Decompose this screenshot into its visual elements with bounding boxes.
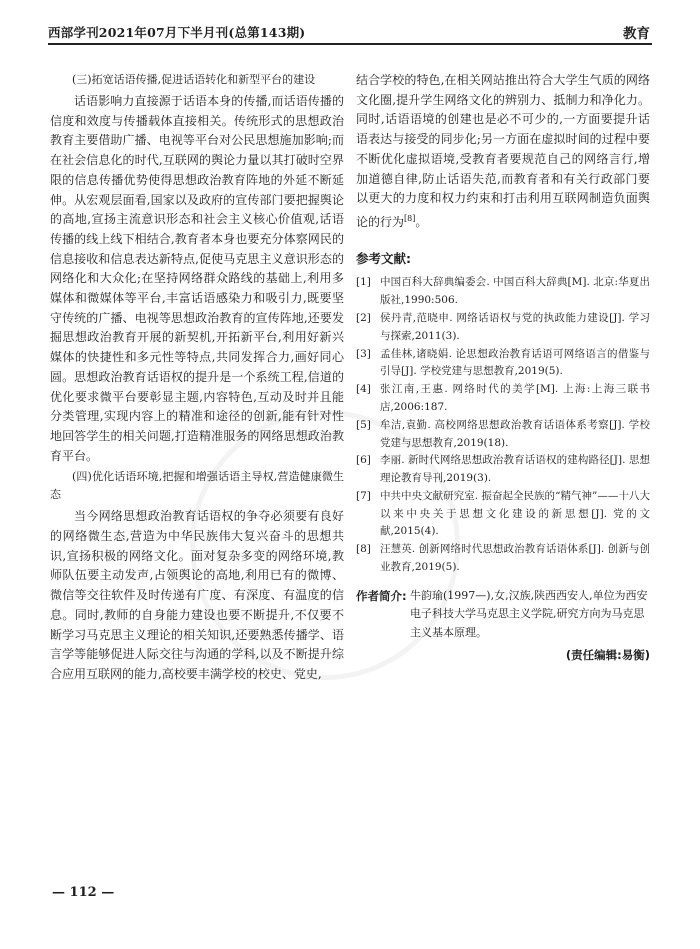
citation-mark: [8]	[404, 213, 416, 223]
references-title: 参考文献:	[356, 250, 411, 266]
author-label: 作者简介:	[356, 588, 407, 603]
body-paragraph: 结合学校的特色,在相关网站推出符合大学生气质的网络文化圈,提升学生网络文化的辨别力、抵制力和净化力。同时,话语语境的创建也是必不可少的,一方面要提升话语表达与接受的同步化;另一方面在虚拟时间的过程中要不断优化虚拟语境,受教育者要规范自己的网络言行,增加道德自律,防止话语失范,而教育者和有关行政部门要以更大的力度和权力约束和打击利用互联网制造负面舆论的行为[8]。	[356, 73, 650, 229]
page-header	[48, 21, 652, 45]
reference-item: [1] 中国百科大辞典编委会. 中国百科大辞典[M]. 北京:华夏出版社,1990:506.	[356, 276, 650, 307]
author-text: 牛韵瑜(1997—),女,汉族,陕西西安人,单位为西安电子科技大学马克思主义学院,研究方向为马克思主义基本原理。	[410, 588, 648, 639]
reference-item: [8] 汪慧英. 创新网络时代思想政治教育话语体系[J]. 创新与创业教育,2019(5).	[356, 543, 650, 574]
subheading-3: (三)拓宽话语传播,促进话语转化和新型平台的建设	[72, 73, 316, 86]
reference-item: [6] 李丽. 新时代网络思想政治教育话语权的建构路径[J]. 思想理论教育导刊,2019(3).	[356, 454, 650, 485]
right-column	[356, 71, 650, 666]
reference-item: [4] 张江南,王惠. 网络时代的美学[M]. 上海:上海三联书店,2006:187.	[356, 383, 650, 413]
author-bio	[356, 587, 650, 643]
reference-list	[356, 274, 650, 577]
reference-item: [3] 孟佳林,诸晓娟. 论思想政治教育话语可网络语言的借鉴与引导[J]. 学校党建与思想教育,2019(5).	[356, 347, 650, 378]
journal-title: 西部学刊2021年07月下半月刊(总第143期)	[48, 25, 306, 40]
page-number: — 112 —	[52, 885, 115, 900]
responsible-editor: (责任编辑:易衡)	[565, 648, 650, 663]
section-label: 教育	[623, 26, 650, 42]
body-paragraph: 当今网络思想政治教育话语权的争夺必须要有良好的网络微生态,营造为中华民族伟大复兴奋斗的思想共识,宣扬积极的网络文化。面对复杂多变的网络环境,教师队伍要主动发声,占领舆论的高地,利用已有的微博、微信等交往软件及时传递有广度、有深度、有温度的信息。同时,教师的自身能力建设也要不断提升,不仅要不断学习马克思主义理论的相关知识,还要熟悉传播学、语言学等能够促进人际交往与沟通的学科,以及不断提升综合应用互联网的能力,高校要丰满学校的校史、党史,	[50, 509, 344, 681]
body-paragraph: 话语影响力直接源于话语本身的传播,而话语传播的信度和效度与传播载体直接相关。传统形式的思想政治教育主要借助广播、电视等平台对公民思想施加影响;而在社会信息化的时代,互联网的舆论力量以其打破时空界限的信息传播优势使得思想政治教育阵地的外延不断延伸。从宏观层面看,国家以及政府的宣传部门要把握舆论的高地,宣扬主流意识形态和社会主义核心价值观,话语传播的线上线下相结合,教育者本身也要充分体察网民的信息接收和信息表达新特点,促使马克思主义意识形态的网络化和大众化;在坚持网络群众路线的基础上,利用多媒体和微媒体等平台,丰富话语感染力和吸引力,既要坚守传统的广播、电视等思想政治教育的宣传阵地,还要发掘思想政治教育开展的新契机,开拓新平台,利用好新兴媒体的快捷性和多元性等特点,共同发挥合力,画好同心圆。思想政治教育话语权的提升是一个系统工程,信道的优化要求微平台要彰显主题,内容特色,互动及时并且能分类管理,实现内容上的精准和途径的创新,能有针对性地回答学生的相关问题,打造精准服务的网络思想政治教育平台。	[50, 94, 344, 463]
reference-item: [7] 中共中央文献研究室. 振奋起全民族的“精气神”——十八大以来中央关于思想文化建设的新思想[J]. 党的文献,2015(4).	[356, 489, 650, 538]
reference-item: [2] 侯丹青,范晓申. 网络话语权与党的执政能力建设[J]. 学习与探索,2011(3).	[356, 311, 650, 342]
reference-item: [5] 牟洁,袁勤. 高校网络思想政治教育话语体系考察[J]. 学校党建与思想教育,2019(18).	[356, 418, 650, 449]
left-column	[50, 71, 344, 685]
subheading-4: (四)优化话语环境,把握和增强话语主导权,营造健康微生态	[50, 470, 344, 502]
